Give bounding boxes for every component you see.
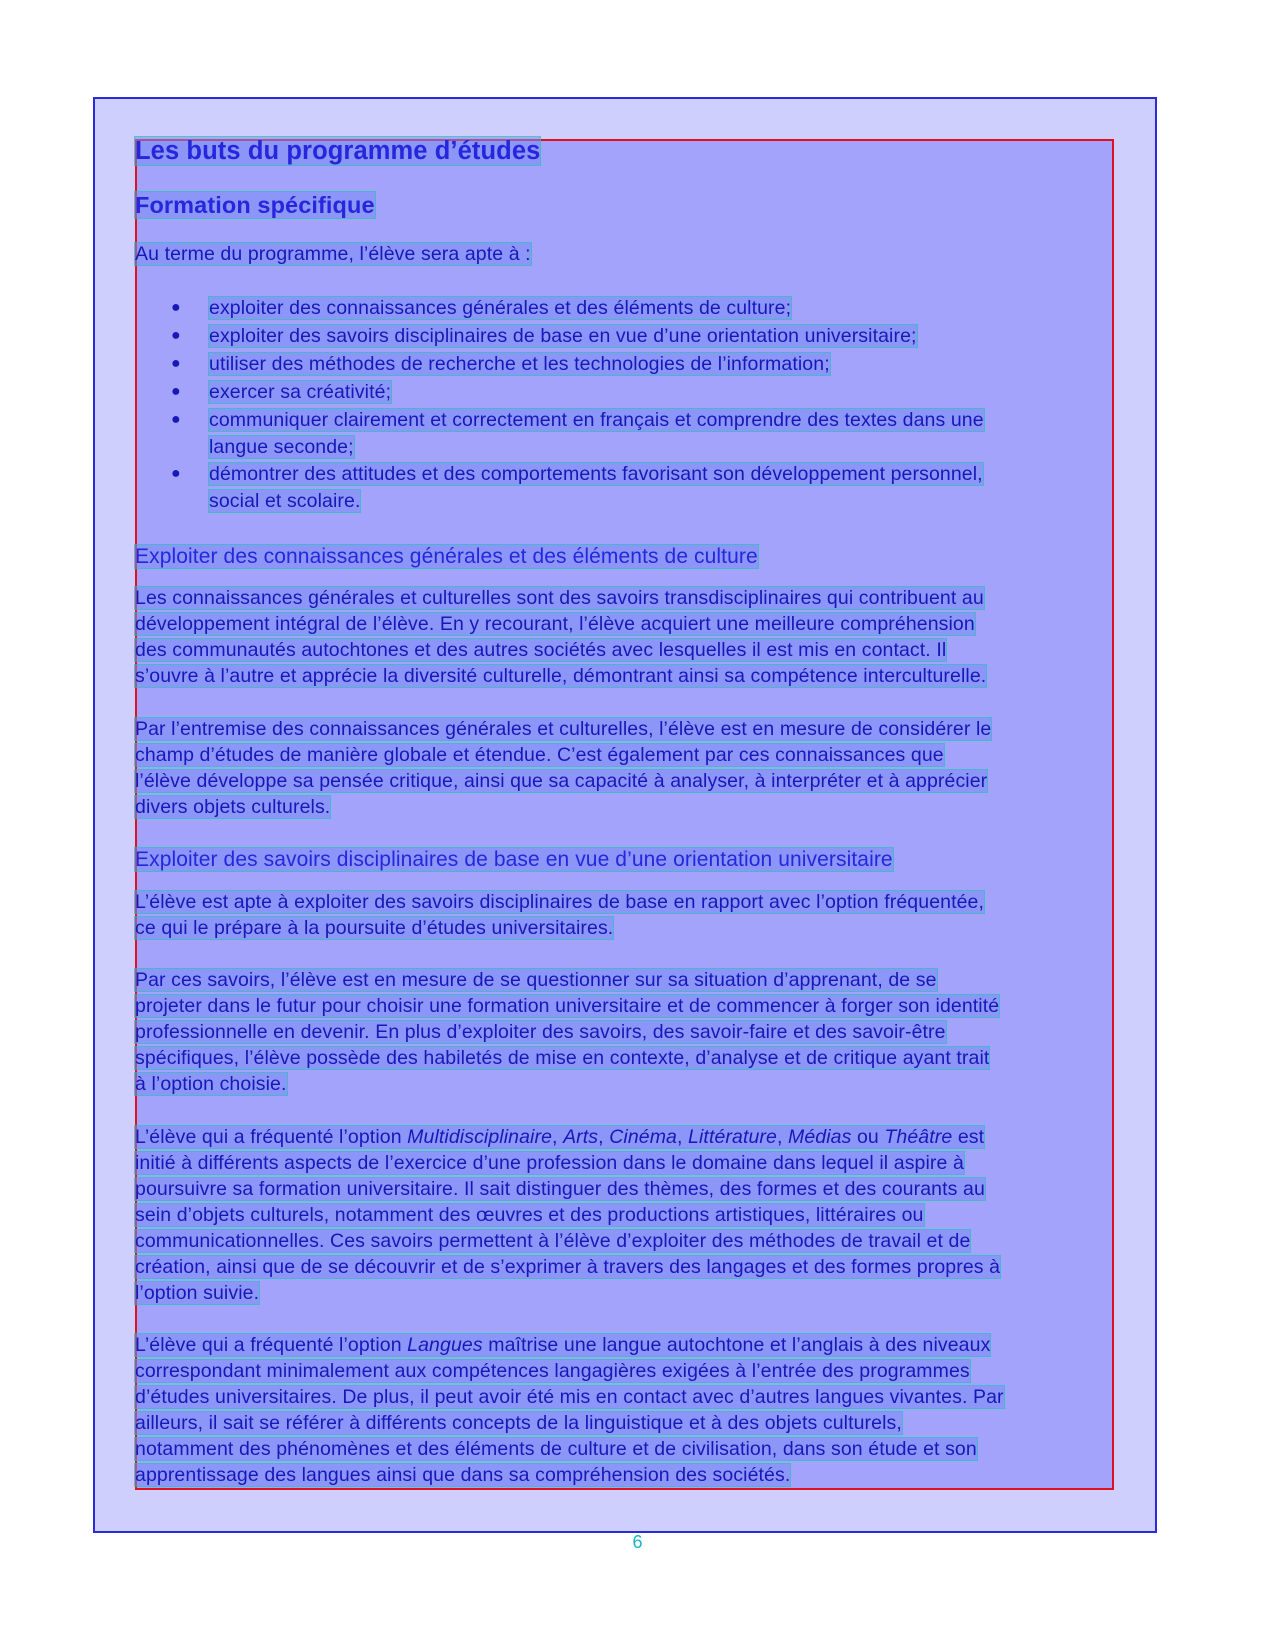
list-item: communiquer clairement et correctement en français et comprendre des textes dans une — [209, 409, 984, 431]
list-item-continued: langue seconde; — [209, 436, 354, 458]
list-item: démontrer des attitudes et des comportements favorisant son développement personnel, — [209, 463, 983, 485]
paragraph-line: l’option suivie. — [135, 1282, 260, 1304]
paragraph-line: professionnelle en devenir. En plus d’exploiter des savoirs, des savoir-faire et des savoir-être — [135, 1021, 946, 1043]
option-name: Médias — [788, 1126, 852, 1148]
list-item: exploiter des connaissances générales et des éléments de culture; — [209, 297, 792, 319]
paragraph-line: Les connaissances générales et culturelles sont des savoirs transdisciplinaires qui contribuent au — [135, 587, 984, 609]
intro-text: Au terme du programme, l’élève sera apte à : — [135, 243, 531, 265]
subsection-title: Exploiter des savoirs disciplinaires de base en vue d’une orientation universitaire — [135, 848, 893, 871]
paragraph-line: des communautés autochtones et des autres sociétés avec lesquelles il est mis en contact. Il — [135, 639, 947, 661]
paragraph-line: s’ouvre à l’autre et apprécie la diversité culturelle, démontrant ainsi sa compétence interculturelle. — [135, 665, 987, 687]
bullet-icon: ● — [171, 327, 181, 344]
paragraph-line: L’élève est apte à exploiter des savoirs disciplinaires de base en rapport avec l’option fréquentée, — [135, 891, 985, 913]
paragraph-line: spécifiques, l’élève possède des habiletés de mise en contexte, d’analyse et de critique ayant trait — [135, 1047, 990, 1069]
paragraph-line: L’élève qui a fréquenté l’option Langues maîtrise une langue autochtone et l’anglais à des niveaux — [135, 1334, 991, 1356]
list-item: exploiter des savoirs disciplinaires de base en vue d’une orientation universitaire; — [209, 325, 917, 347]
paragraph-line: l’élève développe sa pensée critique, ainsi que sa capacité à analyser, à interpréter et à apprécier — [135, 770, 988, 792]
paragraph-line: projeter dans le futur pour choisir une formation universitaire et de commencer à forger son identité — [135, 995, 1000, 1017]
option-name: Cinéma — [609, 1126, 677, 1148]
paragraph-line: poursuivre sa formation universitaire. Il sait distinguer des thèmes, des formes et des courants au — [135, 1178, 985, 1200]
list-item: utiliser des méthodes de recherche et les technologies de l’information; — [209, 353, 830, 375]
bullet-icon: ● — [171, 411, 181, 428]
section-heading: Formation spécifique — [135, 192, 375, 218]
bullet-icon: ● — [171, 299, 181, 316]
paragraph-line: d’études universitaires. De plus, il peut avoir été mis en contact avec d’autres langues vivantes. Par — [135, 1386, 1004, 1408]
paragraph-line: correspondant minimalement aux compétences langagières exigées à l’entrée des programmes — [135, 1360, 970, 1382]
paragraph-line: Par ces savoirs, l’élève est en mesure de se questionner sur sa situation d’apprenant, de se — [135, 969, 937, 991]
option-name: Littérature — [688, 1126, 777, 1148]
subsection-title: Exploiter des connaissances générales et des éléments de culture — [135, 545, 758, 568]
paragraph-line: apprentissage des langues ainsi que dans sa compréhension des sociétés. — [135, 1464, 791, 1486]
paragraph-line: ailleurs, il sait se référer à différents concepts de la linguistique et à des objets culturels, — [135, 1412, 902, 1434]
page-title: Les buts du programme d’études — [135, 137, 541, 165]
paragraph-line: ce qui le prépare à la poursuite d’études universitaires. — [135, 917, 614, 939]
paragraph-line: L’élève qui a fréquenté l’option Multidisciplinaire, Arts, Cinéma, Littérature, Médias ou Théâtre est — [135, 1126, 985, 1148]
paragraph-line: à l’option choisie. — [135, 1073, 287, 1095]
list-item-continued: social et scolaire. — [209, 490, 361, 512]
paragraph-line: développement intégral de l’élève. En y recourant, l’élève acquiert une meilleure compréhension — [135, 613, 975, 635]
bullet-icon: ● — [171, 465, 181, 482]
option-name: Multidisciplinaire — [407, 1126, 553, 1148]
paragraph-line: Par l’entremise des connaissances générales et culturelles, l’élève est en mesure de considérer le — [135, 718, 992, 740]
paragraph-line: sein d’objets culturels, notamment des œuvres et des productions artistiques, littéraires ou — [135, 1204, 924, 1226]
option-name: Langues — [407, 1334, 483, 1356]
paragraph-line: création, ainsi que de se découvrir et de s’exprimer à travers des langages et des formes propres à — [135, 1256, 1001, 1278]
paragraph-line: divers objets culturels. — [135, 796, 331, 818]
option-name: Théâtre — [884, 1126, 953, 1148]
page-number: 6 — [632, 1532, 643, 1552]
paragraph-line: champ d’études de manière globale et étendue. C’est également par ces connaissances que — [135, 744, 944, 766]
option-name: Arts — [563, 1126, 599, 1148]
bullet-icon: ● — [171, 383, 181, 400]
list-item: exercer sa créativité; — [209, 381, 392, 403]
bullet-icon: ● — [171, 355, 181, 372]
paragraph-line: notamment des phénomènes et des éléments de culture et de civilisation, dans son étude et son — [135, 1438, 977, 1460]
paragraph-line: initié à différents aspects de l’exercice d’une profession dans le domaine dans lequel il aspire à — [135, 1152, 964, 1174]
paragraph-line: communicationnelles. Ces savoirs permettent à l’élève d’exploiter des méthodes de travail et de — [135, 1230, 971, 1252]
